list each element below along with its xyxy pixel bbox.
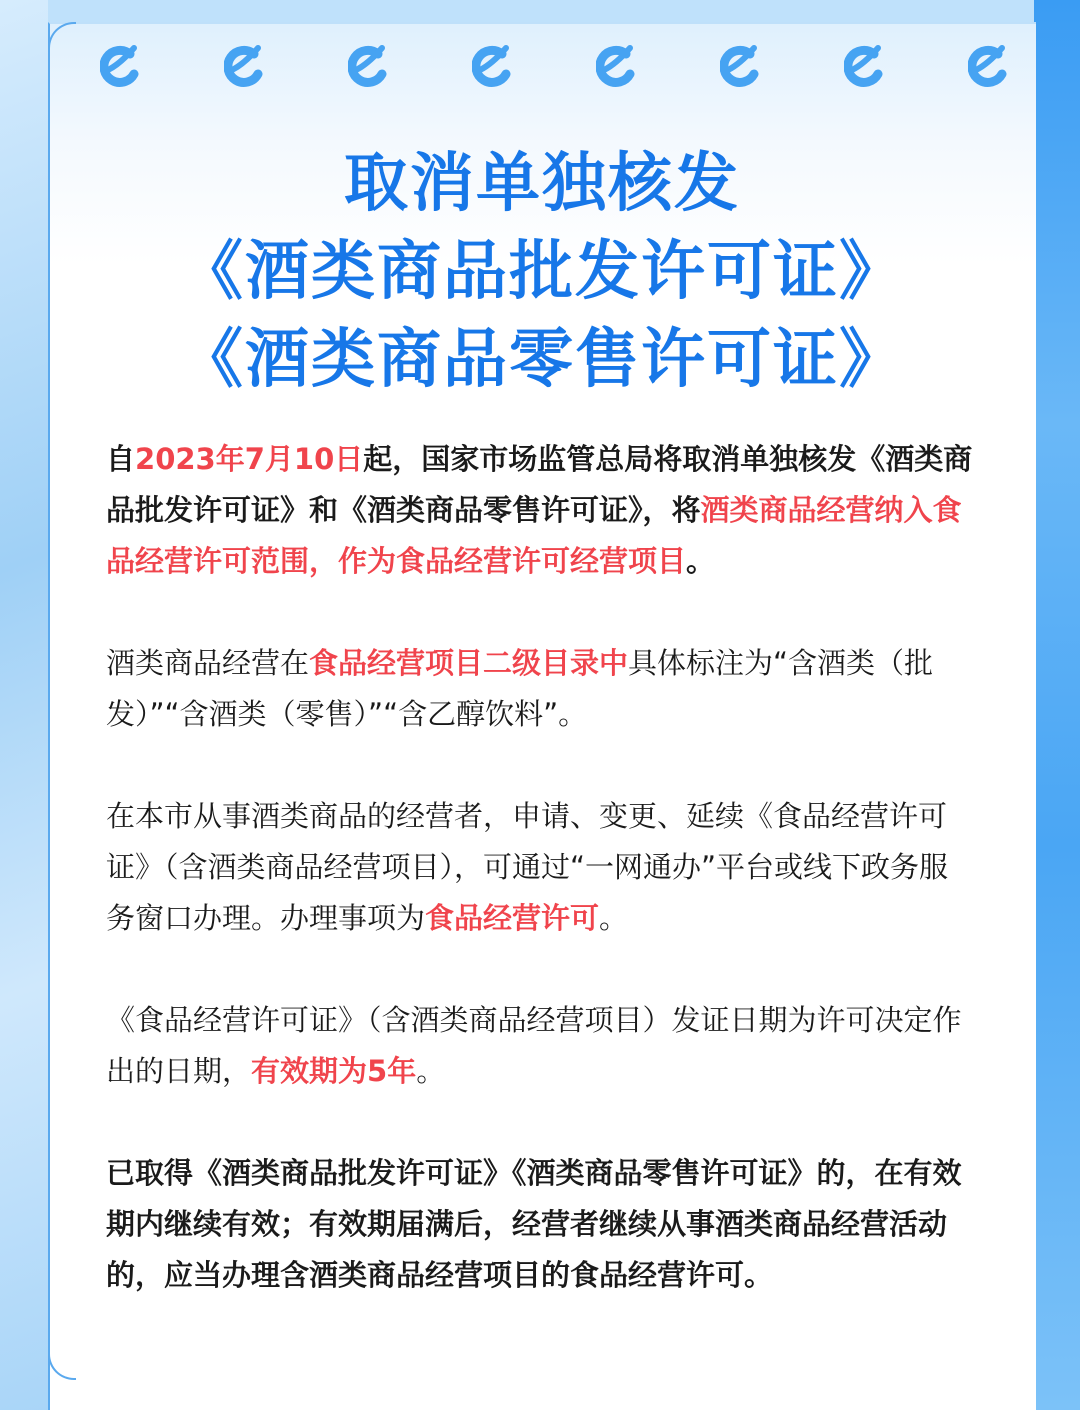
p4-text-a: 《食品经营许可证》（含酒类商品经营项目）发证日期为许可决定作出的日期， — [106, 1003, 962, 1088]
p3-highlight-item: 食品经营许可 — [425, 901, 600, 935]
p2-highlight-catalog: 食品经营项目二级目录中 — [309, 646, 629, 680]
title-line-2: 《酒类商品批发许可证》 — [179, 235, 905, 309]
p1-text-e: 。 — [686, 544, 716, 578]
article-body — [106, 434, 976, 1352]
notebook-ring-icon — [100, 40, 140, 96]
right-background — [1034, 0, 1080, 1410]
page-title — [48, 140, 1036, 404]
notebook-ring-icon — [224, 40, 264, 96]
title-line-3: 《酒类商品零售许可证》 — [179, 323, 905, 397]
notebook-ring-icon — [472, 40, 512, 96]
p3-text-a: 在本市从事酒类商品的经营者，申请、变更、延续《食品经营许可证》（含酒类商品经营项目），可通过“一网通办”平台或线下政务服务窗口办理。办理事项为 — [106, 799, 949, 935]
paragraph-3 — [106, 791, 976, 944]
p4-text-c: 。 — [416, 1054, 446, 1088]
notebook-ring-icon — [596, 40, 636, 96]
p4-highlight-validity: 有效期为5年 — [251, 1054, 417, 1088]
paragraph-2 — [106, 638, 976, 740]
p2-text-a: 酒类商品经营在 — [106, 646, 310, 680]
notebook-ring-icon — [348, 40, 388, 96]
p1-text-a: 自 — [106, 442, 136, 476]
p1-highlight-scope: 酒类商品经营纳入食品经营许可范围，作为食品经营许可经营项目 — [106, 493, 962, 578]
p5-text-a: 已取得《酒类商品批发许可证》《酒类商品零售许可证》的，在有效期内继续有效；有效期届满后，经营者继续从事酒类商品经营活动的，应当办理含酒类商品经营项目的食品经营许可。 — [106, 1156, 962, 1292]
title-line-1: 取消单独核发 — [344, 147, 740, 221]
p2-text-c: 具体标注为“含酒类（批发）”“含酒类（零售）”“含乙醇饮料”。 — [106, 646, 934, 731]
notebook-ring-icon — [968, 40, 1008, 96]
p1-highlight-date: 2023年7月10日 — [135, 442, 364, 476]
notebook-ring-icon — [844, 40, 884, 96]
paragraph-1 — [106, 434, 976, 587]
notebook-ring-icon — [720, 40, 760, 96]
left-background — [0, 0, 48, 1410]
paragraph-5 — [106, 1148, 976, 1301]
p1-text-c: 起，国家市场监管总局将取消单独核发《酒类商品批发许可证》和《酒类商品零售许可证》，将 — [106, 442, 973, 527]
notebook-rings — [100, 40, 1020, 100]
paragraph-4 — [106, 995, 976, 1097]
p3-text-c: 。 — [599, 901, 629, 935]
